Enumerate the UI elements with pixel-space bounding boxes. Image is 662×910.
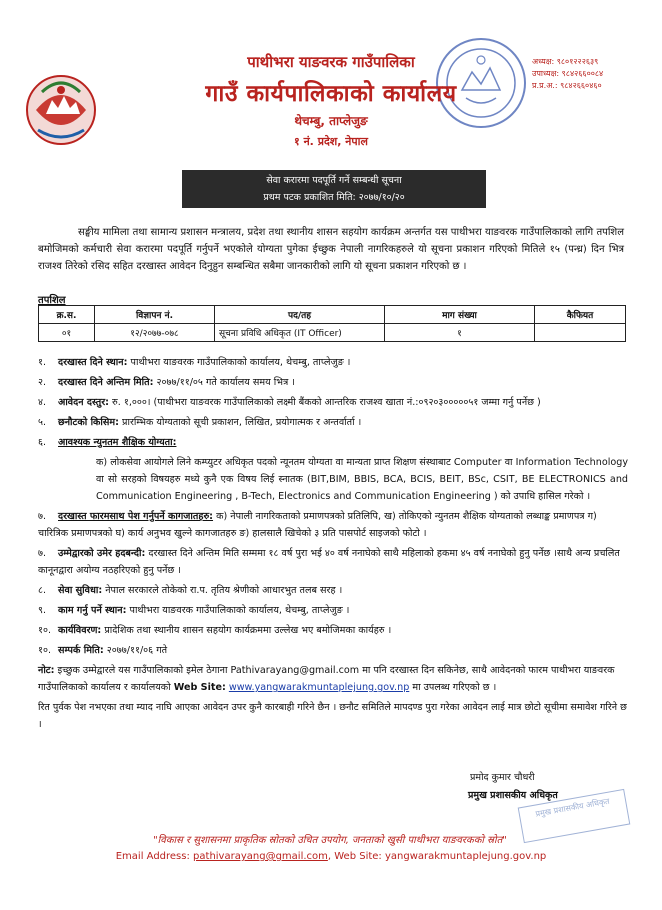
signatory-title: प्रमुख प्रशासकीय अधिकृत [468,790,558,801]
cell-count: १ [385,324,535,342]
note-paragraph [38,662,628,696]
item-text: २०७७/११/०५ गते कार्यालय समय भित्र । [156,377,295,388]
item-number: ६. [38,437,47,448]
note-web-label: Web Site: [173,682,226,693]
footer-email-link[interactable]: pathivarayang@gmail.com [193,851,328,862]
item-label: आवेदन दस्तुर: [58,397,109,408]
header-remarks: कैफियत [535,306,626,324]
header-sn: क्र.स. [39,306,95,324]
office-place: थेचम्बु, ताप्लेजुङ [294,114,368,128]
note-paragraph-2: रित पुर्वक पेश नभएका तथा म्याद नाघि आएका आवेदन उपर कुनै कारबाही गरिने छैन । छनौट समितिले मापदण्ड पुरा गरेका आवेदन लाई मात्र छोटो सूचीमा समावेश गरिने छ । [38,702,627,730]
contact-chairperson: अध्यक्ष: ९८०१२२२६३९ [532,57,599,66]
cell-ad-no: १२/२०७७-०७८ [95,324,215,342]
table-header-row [39,306,626,324]
item-label: दरखास्त दिने स्थान: [58,357,128,368]
list-item [38,642,628,659]
item-number: ९. [38,605,47,616]
footer-email-label: Email Address: [115,851,190,862]
notice-title: सेवा करारमा पदपूर्ति गर्ने सम्बन्धी सूचना [266,175,402,186]
item-label: दरखास्त दिने अन्तिम मिति: [58,377,154,388]
cell-sn: ०१ [39,324,95,342]
cell-post: सूचना प्रविधि अधिकृत (IT Officer) [215,324,385,342]
footer-web[interactable]: yangwarakmuntaplejung.gov.np [384,851,547,862]
stamp-text: प्रमुख प्रशासकीय अधिकृत [534,796,611,819]
item-text: प्रारम्भिक योग्यताको सूची प्रकाशन, लिखित, प्रयोगात्मक र अन्तर्वार्ता । [122,417,362,428]
list-item [38,394,628,411]
contact-vice-chairperson: उपाध्यक्ष: ९८४२६६००८४ [532,69,604,78]
item-text: रु. १,०००। (पाथीभरा याङवरक गाउँपालिकाको लक्ष्मी बैंकको आन्तरिक राजश्व खाता नं.:०९२०३०००००५१ जम्मा गर्नु पर्नेछ ) [112,397,541,408]
item-number: ८. [38,585,47,596]
item-number: १०. [38,625,52,636]
item-label: उम्मेद्वारको उमेर हदबन्दी: [58,548,146,559]
item-text: क) नेपाली नागरिकताको प्रमाणपत्रको प्रतिलिपि, ख) तोकिएको न्युनतम शैक्षिक योग्यताको लब्धाङ्क प्रमाणपत्र ग) चारित्रिक प्रमाणपत्रको घ) कार्य अनुभव खुल्ने कागजातहरु ङ) हालसालै खिचेको ३ प्रति पासपोर्ट साइजको फोटो । [38,511,597,539]
item-number: ५. [38,417,47,428]
header-count: माग संख्या [385,306,535,324]
signatory-name: प्रमोद कुमार चौधरी [470,772,535,783]
item-number: ७. [38,548,47,559]
item-text: पाथीभरा याङवरक गाउँपालिकाको कार्यालय, थेचम्बु, ताप्लेजुङ । [130,357,351,368]
item-label: आवश्यक न्युनतम शैक्षिक योग्यता: [58,437,177,448]
item-number: १. [38,357,47,368]
item-label: सम्पर्क मिति: [58,645,104,656]
item-label: काम गर्नु पर्ने स्थान: [58,605,127,616]
note-label: नोट: [38,665,55,676]
list-item [38,414,628,431]
item-label: छनौटको किसिम: [58,417,119,428]
item-number: १०. [38,645,52,656]
table-row [39,324,626,342]
list-item [38,545,628,579]
list-item [38,508,628,542]
item-label: सेवा सुविधा: [58,585,103,596]
qualification-text: क) लोकसेवा आयोगले लिने कम्प्युटर अधिकृत पदको न्यूनतम योग्यता वा मान्यता प्राप्त शिक्षण संस्थाबाट Computer वा Information Technology वा सो सरहको विषयहरु मध्ये कुनै एक विषय लिई स्नातक (BIT,BIM, BBIS, BCA, BCIS, BEIT, BSc, CSIT, BE ELECTRONICS and Communication Engineering , B-Tech, Electronics and Communication Engineering ) को उपाधि हासिल गरेको । [96,457,628,502]
website-link[interactable]: www.yangwarakmuntaplejung.gov.np [228,682,410,693]
notice-date: प्रथम पटक प्रकाशित मिति: २०७७/१०/२० [263,192,405,203]
item-text: दरखास्त दिने अन्तिम मिति सम्ममा १८ वर्ष पुरा भई ४० वर्ष ननाघेको साथै महिलाको हकमा ४५ वर्ष ननाघेको हुनु पर्नेछ ।साथै अन्य प्रचलित कानूनद्वारा अयोग्य नठहरिएको हुनु पर्नेछ । [38,548,620,576]
item-number: ४. [38,397,47,408]
notice-title-box [182,170,486,208]
note-text-b: मा उपलब्ध गरिएको छ । [412,682,497,693]
list-item [38,434,628,451]
item-number: २. [38,377,47,388]
list-item [38,374,628,391]
item-number: ७. [38,511,47,522]
details-label: तपशिल [38,295,66,306]
footer-contact [40,851,622,862]
cell-remarks [535,324,626,342]
notice-items [38,354,628,736]
header-ad-no: विज्ञापन नं. [95,306,215,324]
footer-web-label: , Web Site: [327,851,382,862]
list-item [38,582,628,599]
contact-cao: प्र.प्र.अ.: ९८४२६६०४६० [532,81,602,90]
list-item [38,354,628,371]
header-post: पद/तह [215,306,385,324]
list-item [38,602,628,619]
item-text: प्रादेशिक तथा स्थानीय शासन सहयोग कार्यक्रममा उल्लेख भए बमोजिमका कार्यहरु । [104,625,392,636]
list-item [38,622,628,639]
intro-paragraph: सङ्घीय मामिला तथा सामान्य प्रशासन मन्त्रालय, प्रदेश तथा स्थानीय शासन सहयोग कार्यक्रम अन्तर्गत यस पाथीभरा याङवरक गाउँपालिकाको लागि तपशिल बमोजिमको कर्मचारी सेवा करारमा पदपूर्ति गर्नुपर्ने भएकोले योग्यता पुगेका ईच्छुक नेपाली नागरिकहरुले यो सूचना प्रकाशन गरिएको मितिले १५ (पन्ध्र) दिन भित्र राजश्व तिरेको रसिद सहित दरखास्त आवेदन दिनुहुन सम्बन्धित सबैमा जानकारीको लागि यो सूचना प्रकाशन गरिएको छ । [38,227,624,272]
item-label: कार्यविवरण: [58,625,102,636]
footer-slogan: "विकास र सुशासनमा प्राकृतिक स्रोतको उचित उपयोग, जनताको खुसी पाथीभरा याङवरकको स्रोत" [153,835,507,846]
item-text: पाथीभरा याङवरक गाउँपालिकाको कार्यालय, थेचम्बु, ताप्लेजुङ । [129,605,350,616]
note-text-a: इच्छुक उम्मेद्वारले यस गाउँपालिकाको इमेल ठेगाना Pathivarayang@gmail.com मा पनि दरखास्त दिन सकिनेछ, साथै आवेदनको फारम पाथीभरा याङवरक गाउँपालिकाको कार्यालय र कार्यालयको [38,665,615,693]
item-text: २०७७/११/०६ गते [106,645,168,656]
nepal-emblem-icon [22,70,100,148]
vacancy-table [38,305,626,342]
item-label: दरखास्त फारमसाथ पेश गर्नुपर्ने कागजातहरु: [58,511,214,522]
office-province: १ नं. प्रदेश, नेपाल [294,135,368,148]
contact-numbers [532,56,656,92]
item-text: नेपाल सरकारले तोकेको रा.प. तृतिय श्रेणीको आधारभुत तलब सरह । [105,585,343,596]
office-name: पाथीभरा याङवरक गाउँपालिका [247,53,415,71]
office-title: गाउँ कार्यपालिकाको कार्यालय [205,81,457,107]
